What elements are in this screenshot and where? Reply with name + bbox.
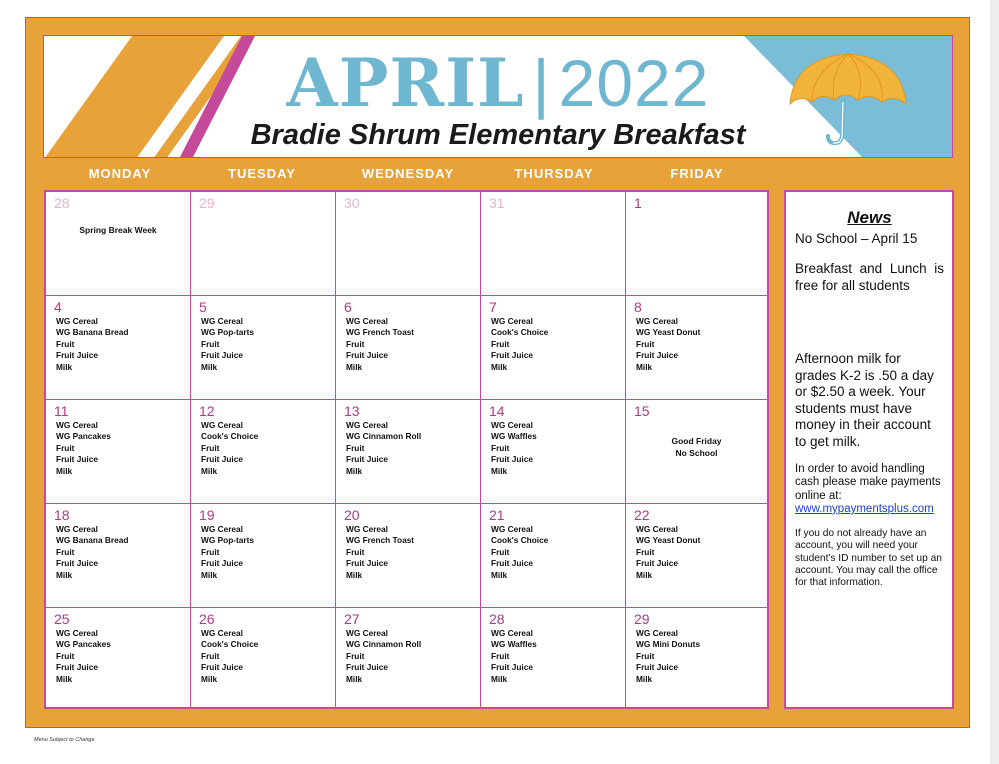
menu-item: Cook's Choice	[201, 639, 259, 650]
menu-item: Milk	[346, 569, 363, 580]
day-number: 14	[489, 403, 505, 419]
day-number: 15	[634, 403, 650, 419]
menu-item: Fruit	[636, 338, 655, 349]
menu-item: WG Cereal	[491, 524, 533, 534]
menu-item: Fruit Juice	[201, 558, 243, 569]
menu-item: Cook's Choice	[491, 327, 549, 338]
menu-item: WG Cereal	[636, 628, 678, 638]
menu-item: Fruit Juice	[201, 454, 243, 465]
menu-item: Milk	[201, 361, 218, 372]
day-number: 31	[489, 195, 505, 211]
menu-items	[491, 524, 548, 581]
weekday-header-friday: FRIDAY	[670, 166, 724, 181]
day-cell	[191, 400, 335, 503]
menu-item: Fruit Juice	[56, 662, 98, 673]
day-cell	[481, 504, 625, 607]
day-number: 1	[634, 195, 642, 211]
day-cell	[191, 608, 335, 707]
menu-items	[201, 316, 254, 373]
day-cell	[481, 296, 625, 399]
menu-item: Milk	[346, 465, 363, 476]
menu-item: Fruit Juice	[56, 350, 98, 361]
menu-items	[56, 524, 128, 581]
year-label: 2022	[558, 46, 710, 120]
menu-item: Fruit	[56, 442, 75, 453]
menu-item: WG Cereal	[346, 316, 388, 326]
day-number: 7	[489, 299, 497, 315]
day-number: 4	[54, 299, 62, 315]
news-account-info: If you do not already have an account, you will need your student's ID number to set up an account. You may call the office for that information.	[795, 528, 942, 589]
day-cell	[626, 192, 767, 295]
weekday-header-thursday: THURSDAY	[514, 166, 594, 181]
day-cell	[46, 608, 190, 707]
menu-item: WG Cereal	[201, 316, 243, 326]
menu-item: Milk	[201, 465, 218, 476]
menu-item: WG Cinnamon Roll	[346, 639, 422, 650]
menu-item: Fruit Juice	[56, 558, 98, 569]
day-number: 5	[199, 299, 207, 315]
menu-item: Milk	[636, 673, 653, 684]
menu-item: WG Pop-tarts	[201, 535, 255, 546]
day-cell	[626, 608, 767, 707]
menu-item: Milk	[56, 569, 73, 580]
menu-item: Milk	[491, 673, 508, 684]
menu-item: Fruit	[636, 546, 655, 557]
day-number: 19	[199, 507, 215, 523]
menu-item: Fruit	[346, 650, 365, 661]
menu-item: WG Mini Donuts	[636, 639, 701, 650]
menu-item: WG Cereal	[201, 524, 243, 534]
day-number: 25	[54, 611, 70, 627]
menu-item: Fruit Juice	[56, 454, 98, 465]
menu-item: Milk	[56, 465, 73, 476]
day-number: 28	[489, 611, 505, 627]
day-number: 27	[344, 611, 360, 627]
day-note-line: Good Friday	[671, 436, 722, 446]
title-separator: |	[532, 46, 551, 120]
menu-item: Fruit	[346, 546, 365, 557]
menu-items	[201, 420, 258, 477]
calendar-grid	[44, 190, 769, 709]
menu-item: Fruit Juice	[636, 558, 678, 569]
menu-items	[201, 628, 258, 685]
menu-item: WG Cereal	[56, 628, 98, 638]
menu-item: Fruit Juice	[491, 454, 533, 465]
menu-item: Fruit	[201, 442, 220, 453]
menu-item: WG Cereal	[636, 524, 678, 534]
day-note-line: Spring Break Week	[79, 225, 157, 235]
news-payments-text: In order to avoid handling cash please make payments online at:	[795, 463, 941, 502]
day-number: 18	[54, 507, 70, 523]
menu-item: Fruit Juice	[636, 662, 678, 673]
day-number: 12	[199, 403, 215, 419]
weekday-header-wednesday: WEDNESDAY	[361, 166, 455, 181]
news-free-meals: Breakfast and Lunch is free for all students	[795, 261, 944, 293]
news-panel	[784, 190, 954, 709]
school-title: Bradie Shrum Elementary Breakfast	[250, 119, 746, 151]
day-note-line: No School	[675, 447, 718, 458]
day-cell	[626, 296, 767, 399]
menu-item: Fruit	[491, 650, 510, 661]
menu-item: Fruit Juice	[491, 558, 533, 569]
day-cell	[46, 400, 190, 503]
menu-item: Fruit	[56, 650, 75, 661]
menu-items	[636, 628, 700, 685]
month-label: APRIL	[286, 44, 525, 122]
day-number: 20	[344, 507, 360, 523]
menu-items	[346, 420, 421, 477]
menu-items	[346, 628, 421, 685]
day-number: 30	[344, 195, 360, 211]
menu-item: Fruit	[491, 442, 510, 453]
menu-items	[56, 628, 111, 685]
menu-items	[491, 420, 537, 477]
day-number: 13	[344, 403, 360, 419]
day-number: 29	[199, 195, 215, 211]
menu-item: Fruit Juice	[636, 350, 678, 361]
menu-item: WG Cereal	[346, 420, 388, 430]
menu-items	[491, 628, 537, 685]
day-cell	[336, 400, 480, 503]
menu-item: Fruit Juice	[346, 558, 388, 569]
menu-item: WG Cereal	[201, 628, 243, 638]
news-payments-info	[795, 463, 944, 516]
menu-item: Fruit	[56, 546, 75, 557]
day-cell	[626, 400, 767, 503]
day-number: 8	[634, 299, 642, 315]
menu-item: WG Cereal	[56, 524, 98, 534]
day-cell	[481, 192, 625, 295]
menu-item: Milk	[346, 361, 363, 372]
menu-items	[346, 316, 414, 373]
menu-item: WG Cereal	[491, 316, 533, 326]
menu-item: Fruit Juice	[346, 350, 388, 361]
day-cell	[481, 608, 625, 707]
menu-item: WG Cereal	[346, 524, 388, 534]
menu-item: Milk	[491, 569, 508, 580]
menu-item: Fruit Juice	[346, 662, 388, 673]
menu-item: Milk	[636, 569, 653, 580]
menu-item: WG French Toast	[346, 327, 415, 338]
day-number: 29	[634, 611, 650, 627]
menu-item: WG Pancakes	[56, 639, 111, 650]
news-heading: News	[847, 208, 892, 227]
menu-item: Milk	[491, 465, 508, 476]
menu-item: Milk	[346, 673, 363, 684]
menu-item: Milk	[491, 361, 508, 372]
menu-items	[491, 316, 548, 373]
menu-item: Fruit Juice	[201, 350, 243, 361]
menu-items	[56, 420, 111, 477]
menu-item: Fruit Juice	[491, 662, 533, 673]
menu-item: WG Banana Bread	[56, 327, 129, 338]
menu-item: WG Yeast Donut	[636, 327, 701, 338]
payments-link[interactable]: www.mypaymentsplus.com	[795, 502, 934, 515]
menu-items	[201, 524, 254, 581]
day-cell	[46, 192, 190, 295]
menu-item: WG Banana Bread	[56, 535, 129, 546]
menu-item: WG Cinnamon Roll	[346, 431, 422, 442]
menu-item: Fruit	[56, 338, 75, 349]
menu-item: Fruit	[346, 338, 365, 349]
menu-item: Fruit	[491, 338, 510, 349]
menu-item: WG Cereal	[491, 420, 533, 430]
day-cell	[336, 192, 480, 295]
menu-item: Fruit	[201, 546, 220, 557]
day-number: 21	[489, 507, 505, 523]
menu-item: Fruit Juice	[346, 454, 388, 465]
menu-item: Milk	[201, 569, 218, 580]
menu-item: WG Yeast Donut	[636, 535, 701, 546]
menu-item: WG Waffles	[491, 639, 537, 650]
menu-item: Cook's Choice	[491, 535, 549, 546]
menu-item: Milk	[201, 673, 218, 684]
menu-item: WG Cereal	[56, 420, 98, 430]
day-cell	[336, 504, 480, 607]
day-note	[626, 436, 767, 459]
menu-item: Fruit	[201, 650, 220, 661]
menu-item: WG Cereal	[201, 420, 243, 430]
menu-item: WG Cereal	[56, 316, 98, 326]
menu-item: Fruit	[201, 338, 220, 349]
menu-item: WG Waffles	[491, 431, 537, 442]
menu-item: Cook's Choice	[201, 431, 259, 442]
menu-item: WG Cereal	[636, 316, 678, 326]
weekday-header-tuesday: TUESDAY	[228, 166, 296, 181]
news-no-school: No School – April 15	[795, 231, 918, 246]
menu-item: Fruit Juice	[491, 350, 533, 361]
day-note	[46, 225, 190, 237]
day-cell	[336, 296, 480, 399]
day-number: 11	[54, 403, 69, 419]
footer-note: Menu Subject to Change	[34, 737, 95, 743]
menu-item: Milk	[56, 673, 73, 684]
calendar-header	[43, 35, 953, 158]
menu-items	[56, 316, 128, 373]
day-number: 26	[199, 611, 215, 627]
day-cell	[626, 504, 767, 607]
menu-item: Milk	[56, 361, 73, 372]
menu-items	[346, 524, 414, 581]
day-cell	[191, 504, 335, 607]
menu-item: Fruit	[491, 546, 510, 557]
day-cell	[336, 608, 480, 707]
menu-item: WG Pancakes	[56, 431, 111, 442]
menu-item: Fruit	[636, 650, 655, 661]
umbrella-icon	[782, 42, 912, 152]
day-cell	[191, 192, 335, 295]
day-cell	[191, 296, 335, 399]
day-cell	[481, 400, 625, 503]
day-number: 22	[634, 507, 650, 523]
menu-item: Fruit Juice	[201, 662, 243, 673]
day-number: 28	[54, 195, 70, 211]
day-cell	[46, 296, 190, 399]
menu-item: WG Pop-tarts	[201, 327, 255, 338]
day-number: 6	[344, 299, 352, 315]
menu-items	[636, 524, 700, 581]
menu-item: Fruit	[346, 442, 365, 453]
menu-item: WG Cereal	[491, 628, 533, 638]
menu-item: WG French Toast	[346, 535, 415, 546]
weekday-header-monday: MONDAY	[88, 166, 152, 181]
menu-item: Milk	[636, 361, 653, 372]
day-cell	[46, 504, 190, 607]
menu-items	[636, 316, 700, 373]
news-milk-info: Afternoon milk for grades K-2 is .50 a day or $2.50 a week. Your students must have money in their account to get milk.	[795, 351, 934, 449]
menu-item: WG Cereal	[346, 628, 388, 638]
